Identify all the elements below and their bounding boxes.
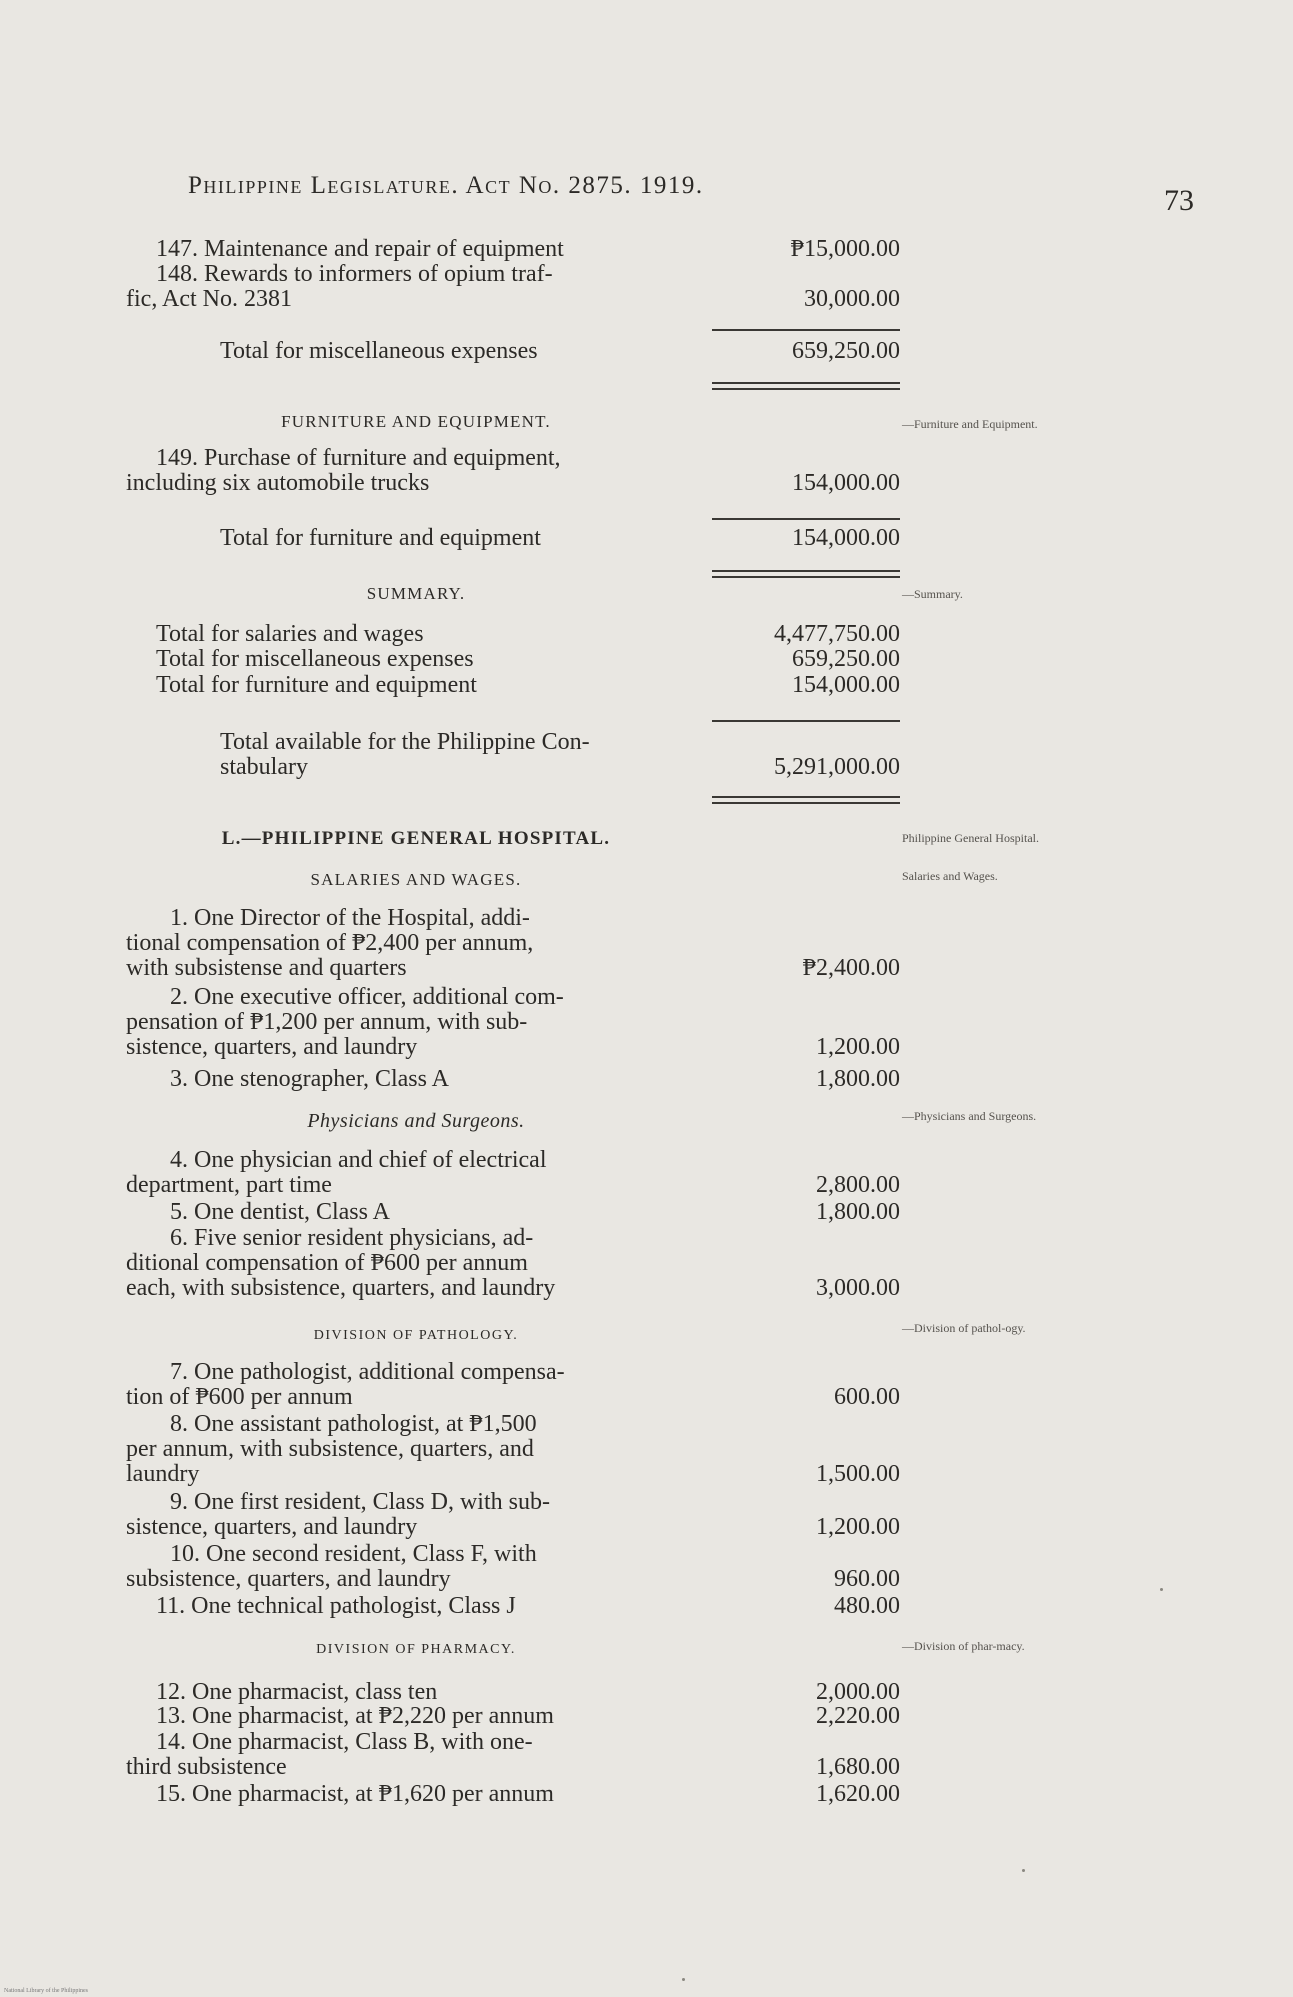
section-heading-pathology: DIVISION OF PATHOLOGY. — [313, 1328, 519, 1343]
item-11 — [126, 1594, 900, 1619]
item-text: 1. One Director of the Hospital, addi- tional compensation of ₱2,400 per annum, with subsistense and quarters — [126, 905, 534, 981]
item-text: 9. One first resident, Class D, with sub- sistence, quarters, and laundry — [126, 1489, 550, 1540]
item-amount: ₱2,400.00 — [802, 955, 900, 981]
item-amount: 30,000.00 — [804, 286, 900, 312]
scan-credit: National Library of the Philippines — [4, 1988, 88, 1994]
item-147 — [126, 237, 900, 262]
summary-furniture — [126, 673, 900, 698]
item-amount: 1,500.00 — [816, 1461, 900, 1487]
item-text: 7. One pathologist, additional compensa- tion of ₱600 per annum — [126, 1359, 565, 1410]
running-head: Philippine Legislature. Act No. 2875. 1919. — [188, 172, 704, 199]
item-text: 149. Purchase of furniture and equipment, including six automobile trucks — [126, 445, 561, 496]
page-number: 73 — [1164, 184, 1194, 217]
item-text: 10. One second resident, Class F, with subsistence, quarters, and laundry — [126, 1541, 537, 1592]
summary-misc — [126, 647, 900, 672]
total-misc — [126, 339, 900, 364]
item-text: 14. One pharmacist, Class B, with one- third subsistence — [126, 1729, 533, 1780]
item-amount: 1,200.00 — [816, 1514, 900, 1540]
hospital-heading-wrap — [126, 828, 900, 850]
item-2 — [126, 985, 900, 1060]
item-1 — [126, 906, 900, 981]
summary-amount: 659,250.00 — [792, 646, 900, 672]
salaries-heading-wrap — [126, 870, 900, 890]
summary-text: Total for salaries and wages — [156, 621, 424, 647]
total-text: Total for furniture and equipment — [220, 525, 541, 551]
item-amount: 1,680.00 — [816, 1754, 900, 1780]
pharmacy-heading-wrap — [126, 1642, 900, 1658]
item-13 — [126, 1704, 900, 1729]
paper-speck — [682, 1978, 685, 1981]
margin-note-physicians: —Physicians and Surgeons. — [902, 1109, 1037, 1123]
item-3 — [126, 1067, 900, 1092]
item-text: 2. One executive officer, additional com- pensation of ₱1,200 per annum, with sub- sistence, quarters, and laundry — [126, 984, 564, 1060]
item-5 — [126, 1200, 900, 1225]
item-amount: 960.00 — [834, 1566, 900, 1592]
section-heading-hospital: L.—PHILIPPINE GENERAL HOSPITAL. — [221, 828, 611, 849]
margin-note-hospital: Philippine General Hospital. — [902, 831, 1039, 845]
summary-text: Total for miscellaneous expenses — [156, 646, 474, 672]
margin-note-pharmacy: —Division of phar-macy. — [902, 1639, 1025, 1653]
summary-amount: 4,477,750.00 — [774, 621, 900, 647]
item-text: 5. One dentist, Class A — [170, 1199, 390, 1225]
paper-speck — [1022, 1869, 1025, 1872]
summary-heading-wrap — [126, 584, 900, 604]
total-constabulary — [126, 730, 900, 780]
item-amount: 2,800.00 — [816, 1172, 900, 1198]
item-amount: 2,000.00 — [816, 1679, 900, 1705]
item-9 — [126, 1490, 900, 1540]
margin-note-pathology: —Division of pathol-ogy. — [902, 1321, 1026, 1335]
physicians-heading-wrap — [126, 1110, 900, 1133]
section-heading-pharmacy: DIVISION OF PHARMACY. — [316, 1642, 516, 1657]
paper-speck — [1160, 1588, 1163, 1591]
item-amount: 1,200.00 — [816, 1034, 900, 1060]
item-text: 4. One physician and chief of electrical department, part time — [126, 1147, 547, 1198]
item-amount: 3,000.00 — [816, 1275, 900, 1301]
item-text: 148. Rewards to informers of opium traf- fic, Act No. 2381 — [126, 261, 553, 312]
total-text: Total available for the Philippine Con- stabulary — [220, 729, 590, 780]
item-text: 3. One stenographer, Class A — [170, 1066, 449, 1092]
item-148 — [126, 262, 900, 312]
item-amount: 480.00 — [834, 1593, 900, 1619]
total-amount: 5,291,000.00 — [774, 754, 900, 780]
margin-note-summary: —Summary. — [902, 587, 963, 601]
item-14 — [126, 1730, 900, 1780]
total-furniture — [126, 526, 900, 551]
item-amount: 600.00 — [834, 1384, 900, 1410]
item-amount: 2,220.00 — [816, 1703, 900, 1729]
item-amount: 1,620.00 — [816, 1781, 900, 1807]
item-text: 6. Five senior resident physicians, ad- ditional compensation of ₱600 per annum each, with subsistence, quarters, and laundry — [126, 1225, 556, 1301]
item-149 — [126, 446, 900, 496]
item-amount: 1,800.00 — [816, 1066, 900, 1092]
item-text: 147. Maintenance and repair of equipment — [156, 236, 564, 262]
item-8 — [126, 1412, 900, 1487]
item-4 — [126, 1148, 900, 1198]
section-heading-summary: SUMMARY. — [366, 584, 466, 603]
item-6 — [126, 1226, 900, 1301]
item-amount: 154,000.00 — [792, 470, 900, 496]
item-text: 15. One pharmacist, at ₱1,620 per annum — [156, 1781, 554, 1807]
summary-salaries — [126, 622, 900, 647]
margin-note-furniture: —Furniture and Equipment. — [902, 417, 1038, 431]
section-heading-physicians: Physicians and Surgeons. — [307, 1110, 525, 1132]
summary-text: Total for furniture and equipment — [156, 672, 477, 698]
margin-note-salaries: Salaries and Wages. — [902, 869, 998, 883]
section-heading-furniture: FURNITURE AND EQUIPMENT. — [281, 412, 551, 431]
item-text: 8. One assistant pathologist, at ₱1,500 per annum, with subsistence, quarters, and laundry — [126, 1411, 537, 1487]
total-amount: 154,000.00 — [792, 525, 900, 551]
item-7 — [126, 1360, 900, 1410]
total-amount: 659,250.00 — [792, 338, 900, 364]
item-text: 13. One pharmacist, at ₱2,220 per annum — [156, 1703, 554, 1729]
item-10 — [126, 1542, 900, 1592]
item-15 — [126, 1782, 900, 1807]
item-12 — [126, 1680, 900, 1705]
total-text: Total for miscellaneous expenses — [220, 338, 538, 364]
item-amount: ₱15,000.00 — [790, 236, 900, 262]
item-text: 12. One pharmacist, class ten — [156, 1679, 438, 1705]
item-amount: 1,800.00 — [816, 1199, 900, 1225]
section-heading-salaries: SALARIES AND WAGES. — [310, 870, 522, 889]
item-text: 11. One technical pathologist, Class J — [156, 1593, 516, 1619]
pathology-heading-wrap — [126, 1328, 900, 1344]
summary-amount: 154,000.00 — [792, 672, 900, 698]
furniture-heading-wrap — [126, 412, 900, 432]
